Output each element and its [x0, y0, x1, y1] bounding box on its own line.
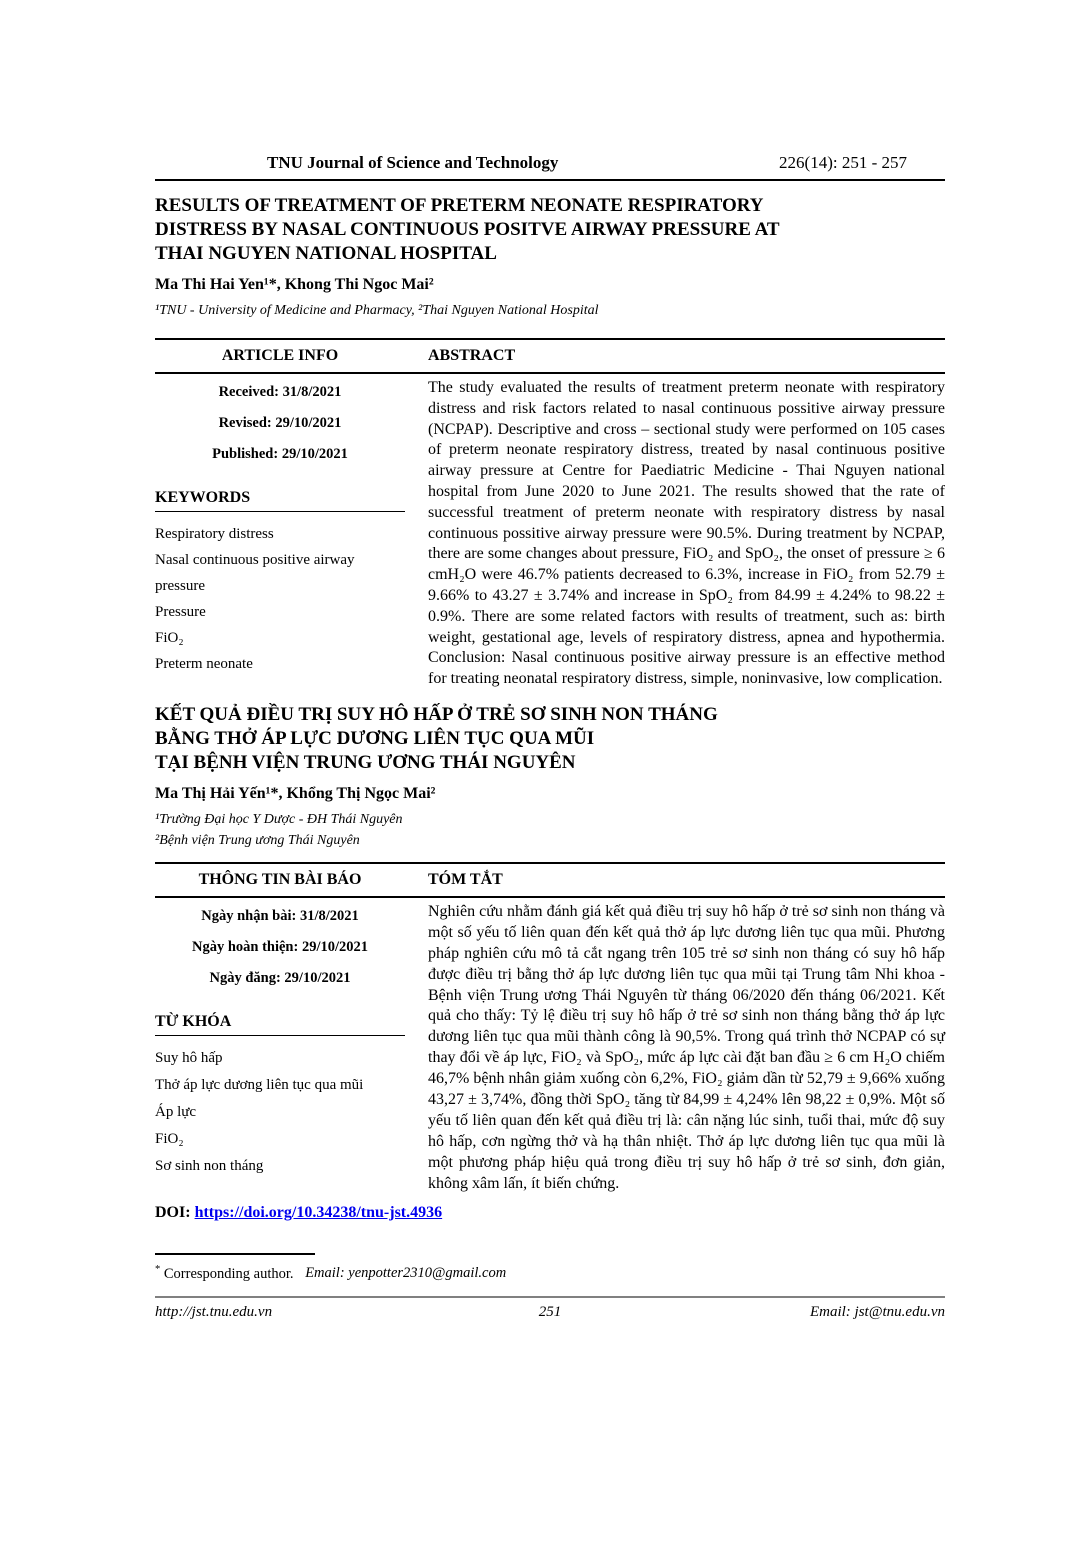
published-date: Published: 29/10/2021	[212, 446, 348, 462]
keyword-item: FiO₂	[155, 1130, 184, 1147]
running-header	[155, 152, 945, 174]
corresponding-author-email: Email: yenpotter2310@gmail.com	[305, 1265, 507, 1282]
article-title-en	[155, 194, 945, 266]
abstract-column	[428, 374, 945, 690]
affiliation-vn-2: ²Bệnh viện Trung ương Thái Nguyên	[155, 832, 360, 848]
authors-en: Ma Thi Hai Yen¹*, Khong Thi Ngoc Mai²	[155, 276, 434, 293]
abstract-text-en: The study evaluated the results of treatment preterm neonate with respiratory distress and risk factors related to nasal continuous possitive airway pressure (NCPAP). Descriptive and cross – sectional study were performed on 105 cases of preterm neonate respiratory distress, treated by nasal continuous positive airway pressure at Centre for Paediatric Medicine - Thai Nguyen national hospital from June 2020 to June 2021. The results showed that the rate of successful treatment of preterm neonate with respiratory distress by nasal continuous possitive airway pressure were 90.5%. During treatment by NCPAP, there are some changes about pressure, FiO₂ and SpO₂, the onset of pressure ≥ 6 cmH₂O were 46.7% patients decreased to 6.3%, increase in FiO₂ from 52.79 ± 9.66% to 43.27 ± 3.74% and increase in SpO₂ from 84.99 ± 4.24% to 98.22 ± 0.9%. There are some related factors with results of treatment, such as: birth weight, gestational age, levels of respiratory distress, apnea and hypothermia. Conclusion: Nasal continuous positive airway pressure is an effective method for treating neonatal respiratory distress, simple, noninvasive, low complication.	[428, 379, 945, 688]
table-body-row	[155, 374, 945, 690]
abstract-header-vn: TÓM TẮT	[428, 870, 503, 888]
footer-divider	[155, 1296, 945, 1298]
abstract-header: ABSTRACT	[428, 347, 516, 364]
keyword-item: Preterm neonate	[155, 656, 253, 672]
article-title-vn	[155, 703, 945, 775]
journal-name: TNU Journal of Science and Technology	[267, 153, 559, 172]
keyword-item: Nasal continuous positive airway pressure	[155, 552, 355, 594]
page-footer	[155, 1302, 945, 1322]
keyword-item: Pressure	[155, 604, 206, 620]
header-divider	[155, 179, 945, 181]
abstract-column-vn	[428, 898, 945, 1195]
table-header-row	[155, 340, 945, 374]
doi-row	[155, 1203, 945, 1223]
authors-vn: Ma Thị Hải Yến¹*, Khổng Thị Ngọc Mai²	[155, 784, 436, 802]
published-date-vn: Ngày đăng: 29/10/2021	[209, 969, 351, 986]
received-date: Received: 31/8/2021	[218, 384, 342, 400]
doi-link[interactable]: https://doi.org/10.34238/tnu-jst.4936	[194, 1203, 443, 1221]
affiliations-en: ¹TNU - University of Medicine and Pharmacy, ²Thai Nguyen National Hospital	[155, 303, 599, 318]
footnote-divider	[155, 1253, 315, 1255]
article-info-column-vn	[155, 898, 405, 1195]
keywords-divider	[155, 511, 405, 512]
keywords-header-vn: TỪ KHÓA	[155, 1012, 232, 1030]
keyword-item: Thở áp lực dương liên tục qua mũi	[155, 1076, 364, 1093]
issue-pages: 226(14): 251 - 257	[779, 153, 907, 172]
footer-journal-email: Email: jst@tnu.edu.vn	[809, 1304, 945, 1321]
abstract-text-vn: Nghiên cứu nhằm đánh giá kết quả điều trị suy hô hấp ở trẻ sơ sinh non tháng và một số yếu tố liên quan đến kết quả thở áp lực dương liên tục qua mũi. Phương pháp nghiên cứu mô tả cắt ngang trên 105 trẻ sơ sinh non tháng có suy hô hấp được điều trị bằng thở áp lực dương liên tục qua mũi tại Trung tâm Nhi khoa - Bệnh viện Trung ương Thái Nguyên từ tháng 06/2020 đến tháng 06/2021. Kết quả cho thấy: Tỷ lệ điều trị suy hô hấp ở trẻ sơ sinh non tháng bằng thở áp lực dương liên tục qua mũi thành công là 90,5%. Trong quá trình thở NCPAP có sự thay đổi về áp lực, FiO₂ và SpO₂, mức áp lực cài đặt ban đầu ≥ 6 cm H₂O chiếm 46,7% bệnh nhân giảm xuống còn 6,2%, FiO₂ giảm dần từ 52,79 ± 9,66% xuống 43,27 ± 3,74%, đồng thời SpO₂ tăng từ 84,99 ± 4,24% lên 98,22 ± 0,9%. Một số yếu tố liên quan đến kết quả điều trị là: cân nặng lúc sinh, tuổi thai, mức độ suy hô hấp, cơn ngừng thở và hạ thân nhiệt. Thở áp lực dương liên tục qua mũi là một phương pháp hiệu quả trong điều trị suy hô hấp ở trẻ sơ sinh, đơn giản, không xâm lấn, ít biến chứng.	[428, 902, 945, 1192]
keyword-item: Áp lực	[155, 1103, 197, 1120]
page-number: 251	[538, 1304, 562, 1321]
title-line: TẠI BỆNH VIỆN TRUNG ƯƠNG THÁI NGUYÊN	[155, 751, 576, 773]
received-date-vn: Ngày nhận bài: 31/8/2021	[201, 907, 359, 924]
article-info-column	[155, 374, 405, 690]
keyword-item: Suy hô hấp	[155, 1049, 223, 1066]
title-line: THAI NGUYEN NATIONAL HOSPITAL	[155, 243, 497, 264]
doi-label: DOI:	[155, 1203, 191, 1221]
title-line: RESULTS OF TREATMENT OF PRETERM NEONATE RESPIRATORY	[155, 195, 764, 216]
article-info-header-vn: THÔNG TIN BÀI BÁO	[198, 870, 362, 888]
table-body-row	[155, 898, 945, 1195]
footnote-marker: *	[155, 1263, 161, 1275]
title-line: DISTRESS BY NASAL CONTINUOUS POSITVE AIRWAY PRESSURE AT	[155, 219, 780, 240]
keywords-header-en: KEYWORDS	[155, 489, 251, 506]
corresponding-author-note	[155, 1260, 945, 1284]
table-header-row	[155, 864, 945, 898]
article-info-table-vn	[155, 862, 945, 1195]
title-line: KẾT QUẢ ĐIỀU TRỊ SUY HÔ HẤP Ở TRẺ SƠ SINH NON THÁNG	[155, 703, 718, 725]
dates-block-en	[155, 374, 405, 464]
keywords-list-vn	[155, 1045, 405, 1180]
footnote-text: Corresponding author.	[163, 1265, 294, 1282]
revised-date: Revised: 29/10/2021	[218, 415, 342, 431]
keywords-divider	[155, 1035, 405, 1036]
footer-journal-url: http://jst.tnu.edu.vn	[155, 1304, 273, 1321]
affiliation-vn-1: ¹Trường Đại học Y Dược - ĐH Thái Nguyên	[155, 811, 403, 827]
revised-date-vn: Ngày hoàn thiện: 29/10/2021	[191, 938, 369, 955]
article-info-table-en	[155, 338, 945, 690]
keywords-list-en	[155, 521, 405, 677]
dates-block-vn	[155, 898, 405, 988]
title-line: BẰNG THỞ ÁP LỰC DƯƠNG LIÊN TỤC QUA MŨI	[155, 727, 595, 749]
keyword-item: Sơ sinh non tháng	[155, 1157, 264, 1174]
article-info-header: ARTICLE INFO	[221, 347, 339, 364]
keyword-item: FiO₂	[155, 630, 184, 646]
keyword-item: Respiratory distress	[155, 526, 274, 542]
